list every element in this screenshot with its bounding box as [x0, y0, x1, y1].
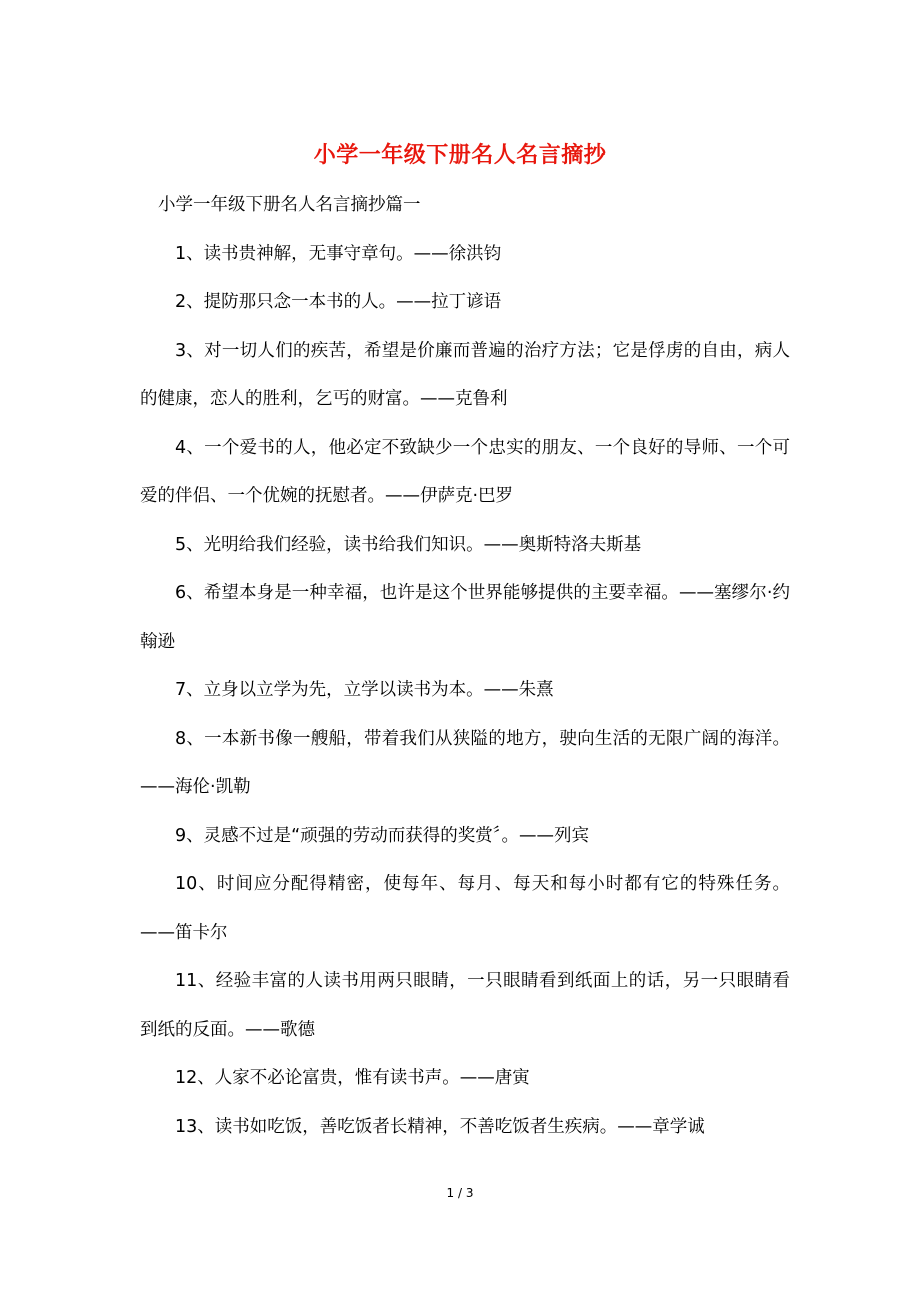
quote-paragraph: 3、对一切人们的疾苦，希望是价廉而普遍的治疗方法；它是俘虏的自由，病人的健康，恋人的胜利，乞丐的财富。——克鲁利 [140, 340, 790, 409]
quote-paragraph: 11、经验丰富的人读书用两只眼睛，一只眼睛看到纸面上的话，另一只眼睛看到纸的反面。——歌德 [140, 971, 790, 1040]
quote-paragraph: 2、提防那只念一本书的人。——拉丁谚语 [175, 292, 502, 312]
quote-paragraph: 7、立身以立学为先，立学以读书为本。——朱熹 [175, 680, 554, 700]
quote-paragraph: 6、希望本身是一种幸福，也许是这个世界能够提供的主要幸福。——塞缪尔·约翰逊 [140, 583, 790, 652]
document-body [140, 181, 790, 1151]
page-number: 1 / 3 [446, 1186, 474, 1200]
quote-paragraph: 8、一本新书像一艘船，带着我们从狭隘的地方，驶向生活的无限广阔的海洋。——海伦·凯勒 [140, 728, 790, 797]
quote-paragraph: 9、灵感不过是“顽强的劳动而获得的奖赏〞。——列宾 [175, 825, 589, 846]
document-title: 小学一年级下册名人名言摘抄 [313, 142, 607, 168]
quote-paragraph: 4、一个爱书的人，他必定不致缺少一个忠实的朋友、一个良好的导师、一个可爱的伴侣、一个优婉的抚慰者。——伊萨克·巴罗 [140, 437, 790, 506]
quote-paragraph: 1、读书贵神解，无事守章句。——徐洪钧 [175, 243, 502, 264]
quote-paragraph: 12、人家不必论富贵，惟有读书声。——唐寅 [175, 1068, 530, 1088]
quote-paragraph: 5、光明给我们经验，读书给我们知识。——奥斯特洛夫斯基 [175, 534, 642, 555]
quote-paragraph: 10、时间应分配得精密，使每年、每月、每天和每小时都有它的特殊任务。——笛卡尔 [140, 874, 790, 943]
quote-paragraph: 13、读书如吃饭，善吃饭者长精神，不善吃饭者生疾病。——章学诚 [175, 1116, 705, 1137]
section-heading: 小学一年级下册名人名言摘抄篇一 [158, 195, 421, 215]
